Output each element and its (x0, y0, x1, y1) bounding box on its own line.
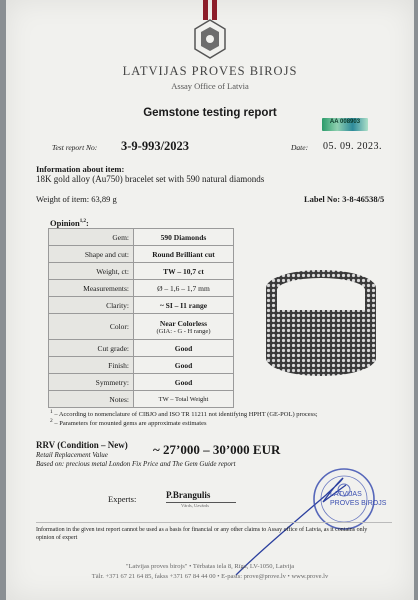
footer-contacts: Tālr. +371 67 21 64 85, fakss +371 67 84 44 00 • E-pasts: prove@prove.lv • www.prove.lv (91, 573, 329, 580)
signature-caption: Vārds, Uzvārds (181, 503, 209, 508)
row-label: Shape and cut: (49, 246, 134, 263)
row-value: Good (134, 340, 234, 357)
table-row (49, 280, 234, 297)
row-value-color (134, 314, 234, 340)
table-row (49, 297, 234, 314)
disclaimer: Information in the given test report cannot be used as a basis for financial or any other claims to Assay office of Latvia, as it contains only opinion of expert (36, 527, 368, 541)
row-label: Finish: (49, 357, 134, 374)
expert-name: P.Brangulis (166, 490, 211, 500)
row-value: Ø – 1,6 – 1,7 mm (134, 280, 234, 297)
date-label: Date: (291, 143, 309, 152)
row-label: Weight, ct: (49, 263, 134, 280)
table-row (49, 229, 234, 246)
ribbon-right (212, 0, 217, 20)
divider (36, 522, 392, 523)
color-grade: Near Colorless (159, 318, 208, 328)
rrv-subtitle: Retail Replacement Value (36, 451, 108, 459)
footnote-1: $^1$ – According to nomenclature of CIBJO and ISO TR 11211 not identifying HPHT (GE-POL) process; (50, 409, 318, 419)
item-weight: Weight of item: 63,89 g (36, 194, 117, 204)
report-date: 05. 09. 2023. (323, 141, 382, 152)
org-subtitle: Assay Office of Latvia (171, 81, 249, 91)
color-range: (GIA: - G - H range) (156, 327, 211, 335)
item-info-label: Information about item: (36, 164, 125, 174)
price-range: ~ 27’000 – 30’000 EUR (153, 442, 281, 457)
document-title: Gemstone testing report (143, 107, 277, 119)
table-row (49, 246, 234, 263)
valuation-basis: Based on: precious metal London Fix Price and The Gem Guide report (36, 460, 236, 468)
ribbon-left (203, 0, 208, 20)
row-value: ~ SI – I1 range (134, 297, 234, 314)
report-page (6, 0, 414, 600)
row-value: Good (134, 374, 234, 391)
hologram-sticker (322, 118, 368, 131)
row-label: Notes: (49, 391, 134, 408)
table-row (49, 263, 234, 280)
bracelet-photo (256, 258, 386, 388)
row-label: Color: (49, 314, 134, 340)
table-row (49, 391, 234, 408)
row-label: Cut grade: (49, 340, 134, 357)
row-value: TW – Total Weight (134, 391, 234, 408)
row-label: Symmetry: (49, 374, 134, 391)
table-row (49, 357, 234, 374)
opinion-title: Opinion$^{1,2}$: (50, 218, 89, 228)
experts-label: Experts: (108, 494, 137, 504)
org-name: LATVIJAS PROVES BIROJS (122, 64, 298, 78)
row-label: Measurements: (49, 280, 134, 297)
table-row (49, 314, 234, 340)
hologram-code: AA 008903 (329, 119, 361, 125)
assay-office-logo-icon (191, 18, 229, 60)
row-value: 590 Diamonds (134, 229, 234, 246)
label-number: Label No: 3-8-46538/5 (304, 194, 385, 204)
table-row (49, 374, 234, 391)
footnote-2: $^2$ – Parameters for mounted gems are approximate estimates (50, 418, 207, 428)
stamp-text: LATVIJAS PROVES BIROJS (330, 491, 387, 507)
row-label: Gem: (49, 229, 134, 246)
row-value: Round Brilliant cut (134, 246, 234, 263)
report-number: 3-9-993/2023 (121, 139, 190, 153)
opinion-table (48, 228, 234, 408)
row-value: TW – 10,7 ct (134, 263, 234, 280)
item-info-text: 18K gold alloy (Au750) bracelet set with 590 natural diamonds (36, 174, 265, 184)
table-row (49, 340, 234, 357)
rrv-label: RRV (Condition – New) (36, 440, 128, 450)
row-value: Good (134, 357, 234, 374)
row-label: Clarity: (49, 297, 134, 314)
footer-address: "Latvijas proves birojs" • Tērbatas iela 8, Rīga, LV-1050, Latvija (125, 563, 295, 570)
report-number-label: Test report No: (52, 143, 98, 152)
